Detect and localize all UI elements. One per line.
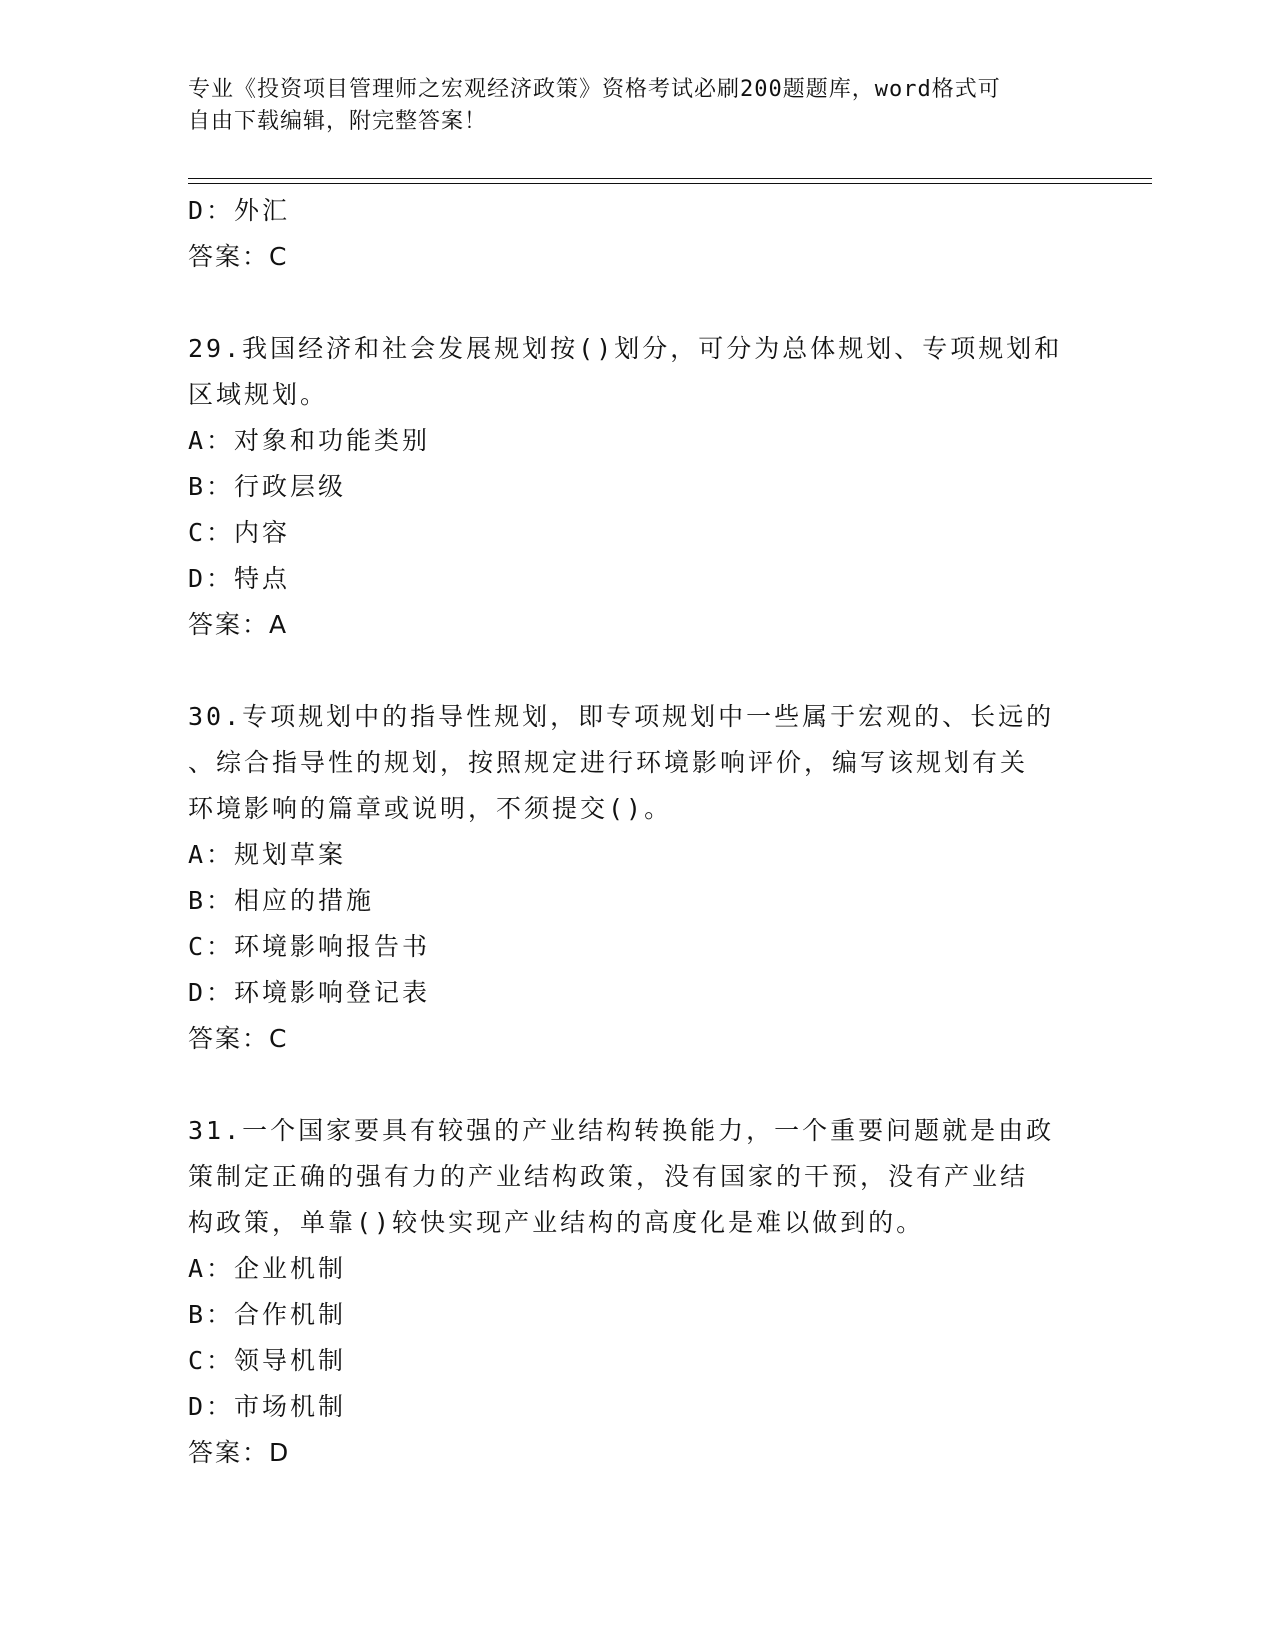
option-a: A：规划草案: [188, 840, 347, 869]
header-rule-bottom: [188, 183, 1152, 184]
answer: 答案：D: [188, 1438, 291, 1467]
option-d: D：市场机制: [188, 1392, 347, 1421]
header-line-2: 自由下载编辑，附完整答案！: [188, 109, 488, 134]
option-b: B：行政层级: [188, 472, 347, 501]
spacer: [188, 648, 1088, 694]
option-b: B：合作机制: [188, 1300, 347, 1329]
option-d: D：环境影响登记表: [188, 978, 431, 1007]
question-text-line: 、综合指导性的规划，按照规定进行环境影响评价，编写该规划有关: [188, 748, 1029, 777]
document-header: [188, 74, 1088, 138]
option-b: B：相应的措施: [188, 886, 375, 915]
answer: 答案：A: [188, 610, 289, 639]
option-c: C：内容: [188, 518, 291, 547]
question-31: [188, 1108, 1088, 1476]
header-rule-top: [188, 178, 1152, 179]
answer: 答案：C: [188, 1024, 289, 1053]
question-text-line: 构政策，单靠()较快实现产业结构的高度化是难以做到的。: [188, 1208, 925, 1237]
question-29: [188, 326, 1088, 648]
question-text-line: 策制定正确的强有力的产业结构政策，没有国家的干预，没有产业结: [188, 1162, 1029, 1191]
question-text-line: 区域规划。: [188, 380, 329, 409]
option-a: A：对象和功能类别: [188, 426, 431, 455]
spacer: [188, 1062, 1088, 1108]
prev-option-d: D：外汇: [188, 196, 291, 225]
question-text-line: 30.专项规划中的指导性规划，即专项规划中一些属于宏观的、长远的: [188, 702, 1055, 731]
prev-answer: 答案：C: [188, 242, 289, 271]
option-c: C：领导机制: [188, 1346, 347, 1375]
spacer: [188, 280, 1088, 326]
question-30: [188, 694, 1088, 1062]
question-text-line: 环境影响的篇章或说明，不须提交()。: [188, 794, 673, 823]
header-line-1: 专业《投资项目管理师之宏观经济政策》资格考试必刷200题题库，word格式可: [188, 77, 1001, 102]
question-text-line: 31.一个国家要具有较强的产业结构转换能力，一个重要问题就是由政: [188, 1116, 1055, 1145]
document-body: [188, 188, 1088, 1476]
option-d: D：特点: [188, 564, 291, 593]
option-c: C：环境影响报告书: [188, 932, 431, 961]
question-text-line: 29.我国经济和社会发展规划按()划分，可分为总体规划、专项规划和: [188, 334, 1063, 363]
option-a: A：企业机制: [188, 1254, 347, 1283]
